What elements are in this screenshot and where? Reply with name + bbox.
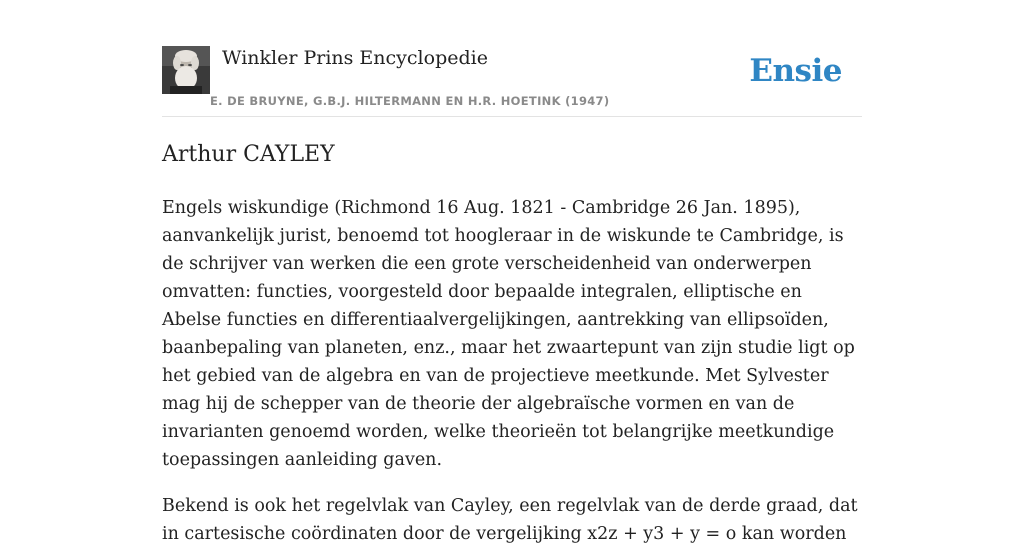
- portrait-photo-icon: [162, 46, 210, 94]
- article-paragraph-1: Engels wiskundige (Richmond 16 Aug. 1821 - Cambridge 26 Jan. 1895), aanvankelijk jurist, benoemd tot hoogleraar in de wiskunde te Cambridge, is de schrijver van werken die een grote verscheidenheid van onderwerpen omvatten: functies, voorgesteld door bepaalde integralen, elliptische en Abelse functies en differentiaalvergelijkingen, aantrekking van ellipsoïden, baanbepaling van planeten, enz., maar het zwaartepunt van zijn studie ligt op het gebied van de algebra en van de projectieve meetkunde. Met Sylvester mag hij de schepper van de theorie der algebraïsche vormen en van de invarianten genoemd worden, welke theorieën tot belangrijke meetkundige toepassingen aanleiding gaven.: [162, 198, 855, 470]
- authors-line: E. DE BRUYNE, G.B.J. HILTERMANN EN H.R. HOETINK (1947): [210, 94, 610, 108]
- ensie-logo-link[interactable]: Ensie: [749, 53, 842, 89]
- site-header: [162, 46, 862, 117]
- article-paragraph-2: Bekend is ook het regelvlak van Cayley, een regelvlak van de derde graad, dat in cartesische coördinaten door de vergelijking x2z + y3 + y = o kan worden: [162, 496, 858, 544]
- encyclopedia-title[interactable]: Winkler Prins Encyclopedie: [222, 47, 488, 69]
- article-content: [162, 140, 862, 548]
- author-avatar: [162, 46, 210, 94]
- article-title: Arthur CAYLEY: [162, 142, 335, 167]
